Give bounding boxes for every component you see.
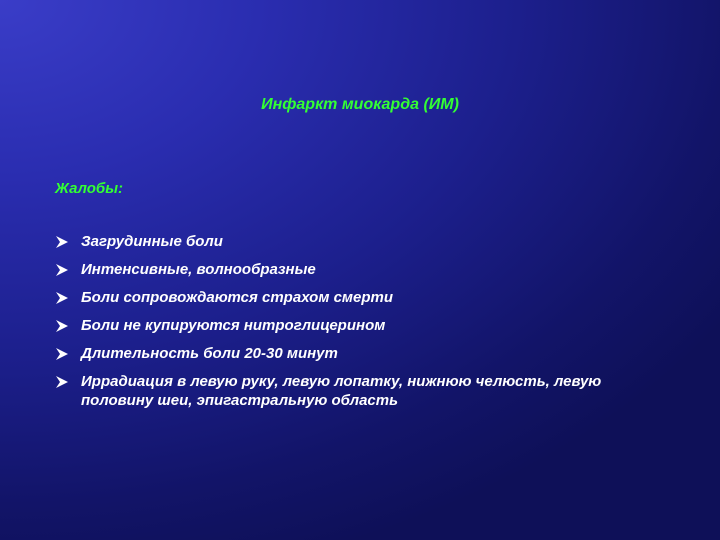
arrowhead-bullet-icon: [55, 288, 81, 306]
list-item: [55, 232, 675, 251]
list-item-text: Боли сопровождаются страхом смерти: [81, 289, 394, 306]
complaints-heading: Жалобы:: [55, 180, 124, 197]
arrowhead-bullet-icon: [55, 232, 81, 250]
complaints-list: [55, 232, 675, 419]
list-item-text: Интенсивные, волнообразные: [81, 261, 316, 278]
list-item: [55, 260, 675, 279]
list-item: [55, 372, 675, 410]
list-item: [55, 288, 675, 307]
arrowhead-bullet-icon: [55, 372, 81, 390]
slide-title: Инфаркт миокарда (ИМ): [261, 96, 459, 113]
list-item-text: Загрудинные боли: [81, 233, 223, 250]
arrowhead-bullet-icon: [55, 316, 81, 334]
arrowhead-bullet-icon: [55, 260, 81, 278]
list-item-text: Длительность боли 20-30 минут: [81, 345, 338, 362]
list-item-text: Иррадиация в левую руку, левую лопатку, нижнюю челюсть, левую половину шеи, эпигастральную область: [81, 373, 602, 409]
list-item: [55, 316, 675, 335]
list-item: [55, 344, 675, 363]
list-item-text: Боли не купируются нитроглицерином: [81, 317, 386, 334]
arrowhead-bullet-icon: [55, 344, 81, 362]
